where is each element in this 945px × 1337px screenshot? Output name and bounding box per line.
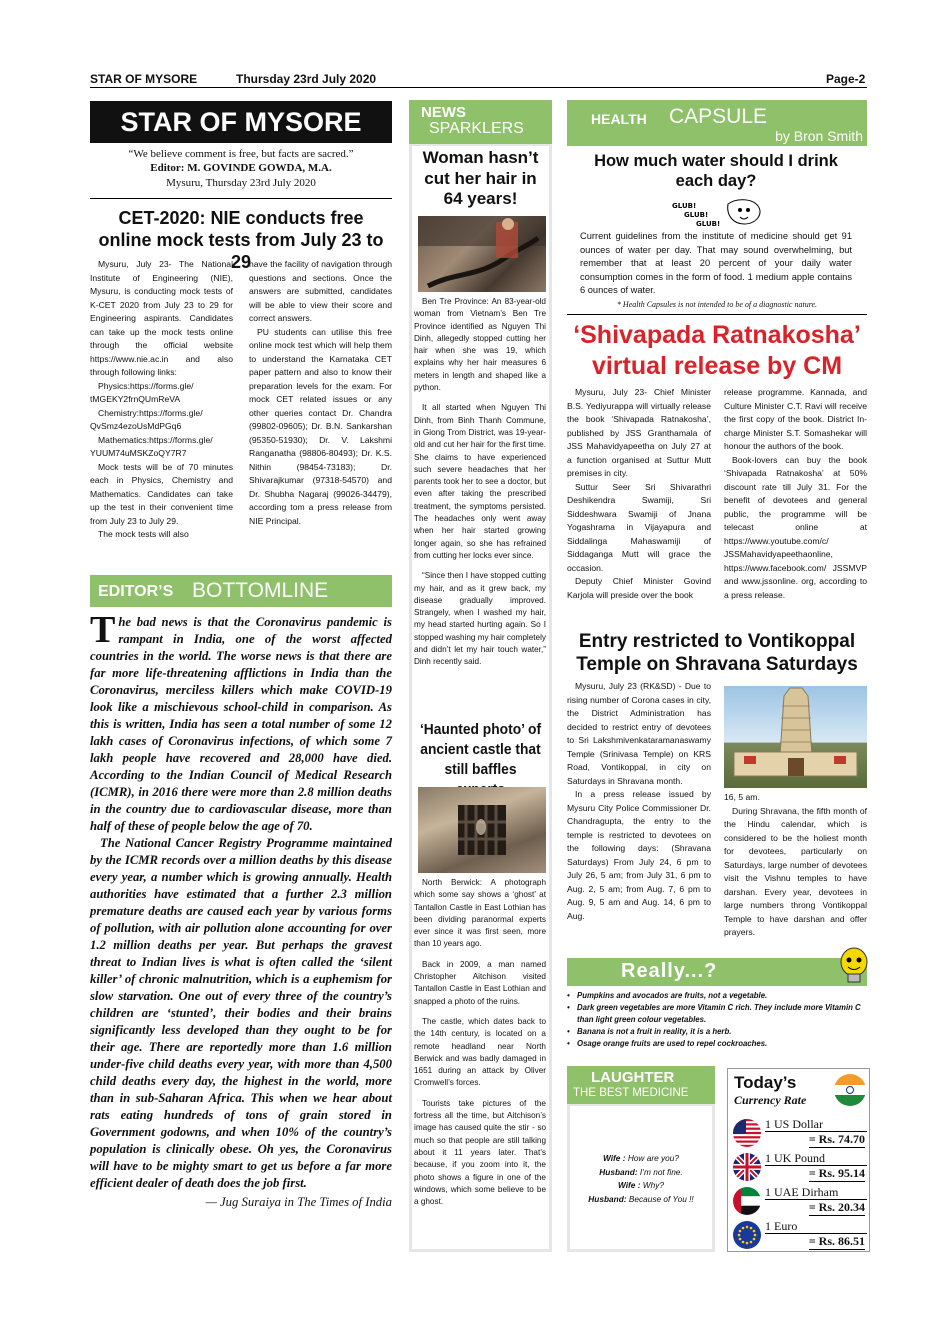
cet-headline: CET-2020: NIE conducts free online mock tests from July 23 to 29 xyxy=(98,208,384,272)
health-capsule-tag xyxy=(567,100,867,146)
woman-hair-body xyxy=(414,296,546,669)
editor-bottomline-tag xyxy=(90,575,392,607)
shivapada-paragraph: Mysuru, July 23- Chief Minister B.S. Yediyurappa will virtually release the book ‘Shivapada Ratnakosha’, published by JSS Granthamala of JSS Mahavidyapeetha on July 27 at a function organised at Suttur Mutt premises in city. xyxy=(567,387,711,478)
cet-paragraph: PU students can utilise this free online mock test which will help them to understand the Karnataka CET paper pattern and also to know their preparation levels for the exam. For mock CET related issues or any other queries contact Dr. Chandra (99802-09605); Dr. B.N. Sankarshan (95350-51930); Dr. V. Lakshmi Ranganatha (98806-80493); Dr. K.S. Nithin (98454-73183); Dr. Shivarajkumar (97318-54570) and Dr. Shubha Nagaraj (99026-34479), according tom a press release from NIE Principal. xyxy=(249,326,392,526)
currency-title: Today’s xyxy=(734,1073,797,1092)
health-tag-bold: HEALTH xyxy=(591,111,647,127)
rate-name: 1 UK Pound xyxy=(765,1151,826,1165)
cet-paragraph: have the facility of navigation through questions and sections. Once the answers are submitted, candidates will be able to view their score and correct answers. xyxy=(249,259,392,323)
editor-tag-bold: EDITOR’S xyxy=(98,583,174,600)
cet-column-2 xyxy=(249,258,392,528)
usa-flag-icon xyxy=(733,1119,761,1147)
health-tag-rest: CAPSULE xyxy=(669,105,768,128)
cet-link-physics: Physics:https://forms.gle/ tMGEKY2frnQUmReVA xyxy=(90,380,194,404)
laughter-joke xyxy=(570,1152,712,1206)
castle-photo xyxy=(418,787,546,873)
health-rule xyxy=(567,314,867,315)
shivapada-paragraph: Suttur Seer Sri Shivarathri Deshikendra Swamiji, Sri Siddeshwara Swamiji of Jnana Yogashrama in Vijayapura and Siddalinga Mahaswamiji of Siddaganga Mutt will grace the occasion. xyxy=(567,481,711,573)
rate-value: = Rs. 95.14 xyxy=(808,1166,865,1180)
vontikoppal-headline: Entry restricted to Vontikoppal Temple on Shravana Saturdays xyxy=(576,631,858,676)
really-tag xyxy=(567,958,867,986)
cet-paragraph: Mock tests will be of 70 minutes each in Physics, Chemistry and Mathematics. Candidates can take up the test in their convenient time from July 23 to July 29. xyxy=(90,461,233,526)
really-tag-text: Really...? xyxy=(621,960,718,982)
news-tag-line2: SPARKLERS xyxy=(429,120,524,137)
editorial-paragraph: The National Cancer Registry Programme maintained by the ICMR records over a million deaths by this disease every year, a number which is growing annually. Health authorities have estimated that a further 2.3 million premature deaths are caused each year by various forms of pollution, with air pollution alone accounting for over 1.2 million deaths per year. But perhaps the gravest threat to Indian lives is what is often called the ‘silent killer’ of chronic malnutrition, which is a euphemism for slow starvation. One out of every three of the country’s children are ‘stunted’, their bodies and their brains significantly less developed than they ought to be for their age. There are reportedly more than 1.6 million under-five child deaths every year, with more than 4,500 child deaths every day, the highest in the world, more than in sub-Saharan Africa. This when we hear about rats eating hundreds of tons of grain stored in Government godowns, and when 10% of the country’s population is clinically obese. Oh yes, the Coronavirus will have to be mighty smart to get us before a far more efficient dealer of death does the job first. xyxy=(90,836,392,1190)
joke-line: Husband: Because of You !! xyxy=(588,1193,694,1204)
uae-flag-icon xyxy=(733,1187,761,1215)
joke-line: Wife : Why? xyxy=(617,1180,665,1190)
really-item: • Pumpkins and avocados are fruits, not a vegetable. xyxy=(567,990,867,1002)
shivapada-column-2 xyxy=(724,386,867,602)
cet-link-mathematics: Mathematics:https://forms.gle/ YUUM74uMSKZoQY7R7 xyxy=(90,434,213,458)
shivapada-headline: ‘Shivapada Ratnakosha’ virtual release by CM xyxy=(573,321,861,380)
editor-tag-rest: BOTTOMLINE xyxy=(192,579,329,602)
glub-illustration xyxy=(670,196,770,228)
header-paper-name: STAR OF MYSORE xyxy=(90,72,198,86)
masthead-rule xyxy=(90,198,392,199)
news-tag-line1: NEWS xyxy=(421,104,466,121)
temple-photo xyxy=(724,686,867,788)
vontikoppal-paragraph: In a press release issued by Mysuru City Police Commissioner Dr. Chandragupta, the entry to the temple is restricted to devotees on the following days: (Shravana Saturdays) From July 24, 6 pm to July 26, 5 am; from July 31, 6 pm to Aug. 2, 5 am; from Aug. 7, 6 pm to Aug. 9, 5 am and Aug. 14, 6 pm to Aug. xyxy=(567,789,711,921)
cet-link-chemistry: Chemistry:https://forms.gle/ QvSmz4ezoUsMdPGq6 xyxy=(90,407,203,431)
masthead-editor: Editor: M. GOVINDE GOWDA, M.A. xyxy=(150,162,332,174)
health-byline: by Bron Smith xyxy=(775,128,863,144)
laughter-tag-line2: THE BEST MEDICINE xyxy=(573,1087,689,1099)
rate-row-eur xyxy=(733,1217,867,1251)
header-page-number: Page-2 xyxy=(826,72,866,86)
haunted-photo-headline: ‘Haunted photo’ of ancient castle that still baffles xyxy=(419,721,542,778)
shivapada-paragraph: release programme. Kannada, and Culture Minister C.T. Ravi will receive the first copy of the book. District In-charge Minister S.T. Somashekar will honour the authors of the book. xyxy=(724,387,867,451)
story-paragraph: Ben Tre Province: An 83-year-old woman from Vietnam’s Ben Tre Province identified as Nguyen Thi Dinh, allegedly stopped cutting her hair when she was 19, which explains why her hair measures 6 meters in length and shaped like a python. xyxy=(414,297,546,393)
story-paragraph: The castle, which dates back to the 14th century, is located on a remote headland near North Berwick and was badly damaged in 1651 during an attack by Oliver Cromwell’s forces. xyxy=(414,1016,546,1088)
shivapada-column-1 xyxy=(567,386,711,602)
story-paragraph: Tourists take pictures of the fortress all the time, but Aitchison’s image has caused quite the stir - so much so that people are still talking about it 11 years later. That’s because, if you zoom into it, the photo shows a figure in one of the windows, which some believe to be a ghost. xyxy=(414,1098,546,1207)
masthead-motto: “We believe comment is free, but facts are sacred.” xyxy=(128,148,354,160)
really-item: • Banana is not a fruit in reality, it is a herb. xyxy=(567,1026,867,1038)
joke-line: Wife : How are you? xyxy=(602,1153,680,1163)
laughter-tag xyxy=(567,1066,715,1104)
india-flag-icon xyxy=(834,1074,866,1106)
cet-paragraph: The mock tests will also xyxy=(98,529,189,539)
header-rule xyxy=(90,87,867,88)
rate-value: = Rs. 86.51 xyxy=(808,1234,865,1248)
really-list xyxy=(567,990,867,1050)
drop-cap: T xyxy=(90,609,116,651)
rate-value: = Rs. 74.70 xyxy=(808,1132,865,1146)
glub-text-1: GLUB! xyxy=(672,202,697,210)
glub-text-2: GLUB! xyxy=(684,211,709,219)
cet-paragraph: Mysuru, July 23- The National Institute of Engineering (NIE), Mysuru, is conducting mock tests of K-CET 2020 from July 23 to 29 for Engineering aspirants. Candidates can take up the mock tests online through the official website https://www.nie.ac.in and also through following links: xyxy=(90,259,233,377)
masthead-logo: STAR OF MYSORE xyxy=(90,101,392,143)
rate-name: 1 UAE Dirham xyxy=(765,1185,839,1199)
rate-name: 1 US Dollar xyxy=(765,1117,823,1131)
cet-column-1 xyxy=(90,258,233,542)
laughter-tag-line1: LAUGHTER xyxy=(591,1069,675,1086)
editorial-credit: — Jug Suraiya in The Times of India xyxy=(205,1195,392,1209)
woman-hair-photo xyxy=(418,216,546,292)
currency-subtitle: Currency Rate xyxy=(734,1093,807,1107)
really-item: • Dark green vegetables are more Vitamin C rich. They include more Vitamin C than light green colour vegetables. xyxy=(567,1002,867,1026)
joke-line: Husband: I’m not fine. xyxy=(599,1166,683,1177)
rate-value: = Rs. 20.34 xyxy=(808,1200,865,1214)
really-item: • Osage orange fruits are used to repel cockroaches. xyxy=(567,1038,867,1050)
rate-row-gbp xyxy=(733,1149,867,1183)
vontikoppal-paragraph: During Shravana, the fifth month of the Hindu calendar, which is considered to be the holiest month for devotees, particularly on Saturdays, large number of devotees visit the Vishnu temples to have darshan. Every year, devotees in large numbers throng Vontikoppal Temple to have darshan and offer prayers. xyxy=(724,805,867,937)
glub-text-3: GLUB! xyxy=(696,220,721,228)
rate-row-aed xyxy=(733,1183,867,1217)
vontikoppal-paragraph: Mysuru, July 23 (RK&SD) - Due to rising number of Corona cases in city, the District Administration has decided to restrict entry of devotees to Sri Lakshmivenkataramanaswamy Temple (Srinivasa Temple) on KRS Road, Vontikoppal, in city on Saturdays in Shravana month. xyxy=(567,681,711,786)
eu-flag-icon xyxy=(733,1221,761,1249)
story-paragraph: It all started when Nguyen Thi Dinh, from Binh Thanh Commune, in Giong Trom District, was 19-year-old and cut her hair for the first time. She claims to have experienced such severe headaches that her parents took her to see a doctor, but even after taking the prescribed treatment, the symptoms persisted. The headaches only went away when her hair started growing longer again, so she has refrained from cutting her locks ever since. xyxy=(414,403,546,560)
uk-flag-icon xyxy=(733,1153,761,1181)
woman-hair-headline: Woman hasn’t cut her hair in 64 years! xyxy=(422,148,539,209)
vontikoppal-column-1 xyxy=(567,680,711,923)
editorial-body xyxy=(90,609,392,1211)
vontikoppal-paragraph: 16, 5 am. xyxy=(724,792,760,802)
health-note: * Health Capsules is not intended to be of a diagnostic nature. xyxy=(616,300,818,309)
vontikoppal-column-2 xyxy=(724,791,867,940)
shivapada-paragraph: Deputy Chief Minister Govind Karjola will preside over the book xyxy=(567,576,711,600)
header-date: Thursday 23rd July 2020 xyxy=(236,72,377,86)
rate-name: 1 Euro xyxy=(765,1219,798,1233)
rate-row-usd xyxy=(733,1115,867,1149)
haunted-photo-body xyxy=(414,877,546,1208)
really-bulb-icon xyxy=(836,946,872,986)
editorial-paragraph: The bad news is that the Coronavirus pandemic is rampant in India, one of the worst affected countries in the world. The worse news is that there are far more life-threatening afflictions in India than the Coronavirus, merciless killers which make COVID-19 look like a mischievous school-child in comparison. As this is written, India has seen a total number of some 12 lakh cases of Coronavirus infections, of which some 7 lakh people have recovered and 28,000 have died. According to the Indian Council of Medical Research (ICMR), in 2016 there were more than 2.8 million deaths in the country due to cardiovascular disease, more than half of these of people below the age of 70. xyxy=(90,609,392,833)
masthead-dateline: Mysuru, Thursday 23rd July 2020 xyxy=(166,177,316,189)
shivapada-paragraph: Book-lovers can buy the book ‘Shivapada Ratnakosha’ at 50% discount rate till July 31. For the benefit of devotees and general public, the programme will be telecast online at https://www.youtube.com/c/ JSSMahavidyapeethaonline, https://www.facebook.com/ JSSMVP and www.jssonline. org, according to a press release. xyxy=(724,454,867,600)
health-body: Current guidelines from the institute of medicine should get 91 ounces of water per day. That may sound overwhelming, but remember that at least 20 percent of your daily water consumption comes in the form of food. 1 medium apple contains 6 ounces of water. xyxy=(580,231,852,296)
story-paragraph: “Since then I have stopped cutting my hair, and as it grew back, my disease gradually improved. Strangely, when I washed my hair, my head started hurting again. So I stopped washing my hair completely and didn’t let my hair touch water,” Dinh recently said. xyxy=(414,571,546,667)
story-paragraph: Back in 2009, a man named Christopher Aitchison visited Tantallon Castle in East Lothian and snapped a photo of the ruins. xyxy=(414,959,546,1006)
news-sparklers-tag xyxy=(409,100,552,144)
health-headline: How much water should I drink each day? xyxy=(594,152,838,191)
story-paragraph: North Berwick: A photograph which some say shows a ‘ghost’ at Tantallon Castle in East Lothian has been dividing paranormal experts ever since it was first seen, more than 10 years ago. xyxy=(414,878,546,949)
